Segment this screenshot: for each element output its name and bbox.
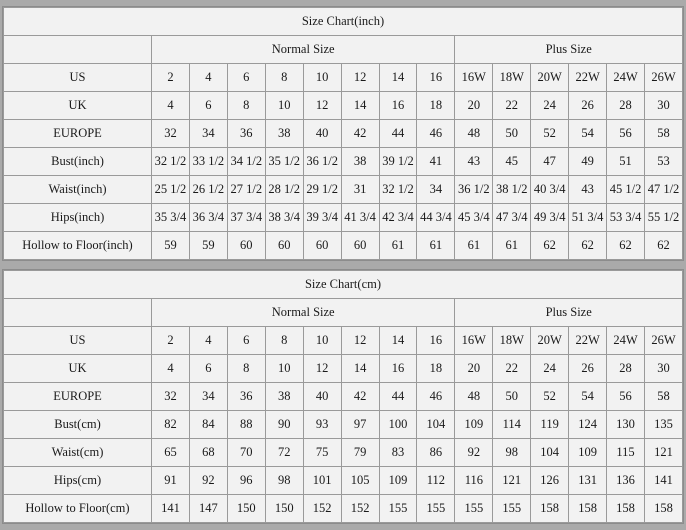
cell-value: 44 3/4	[417, 204, 455, 232]
cell-value: 39 3/4	[303, 204, 341, 232]
table-row	[4, 232, 683, 260]
cell-value: 46	[417, 383, 455, 411]
cell-value: 43	[569, 176, 607, 204]
cell-value: 36 1/2	[455, 176, 493, 204]
cell-value: 56	[607, 120, 645, 148]
cell-value: 6	[227, 327, 265, 355]
cell-value: 116	[455, 467, 493, 495]
table-row	[4, 327, 683, 355]
cell-value: 34	[189, 120, 227, 148]
cell-value: 38	[341, 148, 379, 176]
cell-value: 141	[644, 467, 682, 495]
cell-value: 59	[189, 232, 227, 260]
cell-value: 92	[189, 467, 227, 495]
group-header-blank	[4, 299, 152, 327]
cell-value: 158	[607, 495, 645, 523]
cell-value: 50	[493, 383, 531, 411]
cell-value: 114	[493, 411, 531, 439]
cell-value: 60	[341, 232, 379, 260]
cell-value: 115	[607, 439, 645, 467]
cell-value: 130	[607, 411, 645, 439]
cell-value: 126	[531, 467, 569, 495]
cell-value: 43	[455, 148, 493, 176]
group-header: Normal Size	[152, 299, 455, 327]
cell-value: 62	[569, 232, 607, 260]
row-label: Hips(inch)	[4, 204, 152, 232]
cell-value: 82	[152, 411, 190, 439]
cell-value: 27 1/2	[227, 176, 265, 204]
chart-title-row	[4, 8, 683, 36]
cell-value: 47	[531, 148, 569, 176]
cell-value: 28 1/2	[265, 176, 303, 204]
row-label: US	[4, 64, 152, 92]
cell-value: 56	[607, 383, 645, 411]
cell-value: 109	[379, 467, 417, 495]
cell-value: 150	[227, 495, 265, 523]
size-chart-inch-table	[3, 7, 683, 260]
cell-value: 2	[152, 327, 190, 355]
cell-value: 109	[569, 439, 607, 467]
cell-value: 55 1/2	[644, 204, 682, 232]
cell-value: 45 1/2	[607, 176, 645, 204]
row-label: Waist(inch)	[4, 176, 152, 204]
cell-value: 49 3/4	[531, 204, 569, 232]
cell-value: 152	[341, 495, 379, 523]
cell-value: 83	[379, 439, 417, 467]
group-header: Normal Size	[152, 36, 455, 64]
cell-value: 135	[644, 411, 682, 439]
table-row	[4, 383, 683, 411]
chart-title-row	[4, 271, 683, 299]
cell-value: 158	[531, 495, 569, 523]
cell-value: 32	[152, 383, 190, 411]
cell-value: 41	[417, 148, 455, 176]
cell-value: 26	[569, 355, 607, 383]
cell-value: 14	[379, 64, 417, 92]
cell-value: 75	[303, 439, 341, 467]
table-row	[4, 148, 683, 176]
cell-value: 8	[265, 64, 303, 92]
cell-value: 10	[303, 64, 341, 92]
cell-value: 22W	[569, 64, 607, 92]
cell-value: 50	[493, 120, 531, 148]
cell-value: 10	[265, 92, 303, 120]
cell-value: 20W	[531, 64, 569, 92]
cell-value: 98	[265, 467, 303, 495]
cell-value: 49	[569, 148, 607, 176]
cell-value: 48	[455, 120, 493, 148]
table-row	[4, 176, 683, 204]
cell-value: 155	[455, 495, 493, 523]
cell-value: 14	[341, 92, 379, 120]
cell-value: 35 3/4	[152, 204, 190, 232]
cell-value: 121	[644, 439, 682, 467]
cell-value: 4	[152, 92, 190, 120]
cell-value: 104	[531, 439, 569, 467]
cell-value: 24W	[607, 327, 645, 355]
table-row	[4, 495, 683, 523]
cell-value: 97	[341, 411, 379, 439]
cell-value: 46	[417, 120, 455, 148]
cell-value: 12	[303, 92, 341, 120]
cell-value: 36 1/2	[303, 148, 341, 176]
cell-value: 2	[152, 64, 190, 92]
cell-value: 4	[189, 64, 227, 92]
cell-value: 61	[379, 232, 417, 260]
cell-value: 26	[569, 92, 607, 120]
cell-value: 25 1/2	[152, 176, 190, 204]
cell-value: 14	[341, 355, 379, 383]
cell-value: 79	[341, 439, 379, 467]
cell-value: 18W	[493, 64, 531, 92]
cell-value: 14	[379, 327, 417, 355]
cell-value: 58	[644, 120, 682, 148]
cell-value: 22	[493, 92, 531, 120]
cell-value: 26W	[644, 64, 682, 92]
cell-value: 92	[455, 439, 493, 467]
cell-value: 61	[493, 232, 531, 260]
cell-value: 20W	[531, 327, 569, 355]
cell-value: 93	[303, 411, 341, 439]
cell-value: 24	[531, 355, 569, 383]
cell-value: 53	[644, 148, 682, 176]
group-header-blank	[4, 36, 152, 64]
cell-value: 155	[417, 495, 455, 523]
cell-value: 26 1/2	[189, 176, 227, 204]
size-chart-inch	[2, 6, 684, 261]
cell-value: 58	[644, 383, 682, 411]
cell-value: 68	[189, 439, 227, 467]
row-label: EUROPE	[4, 383, 152, 411]
cell-value: 42 3/4	[379, 204, 417, 232]
cell-value: 52	[531, 120, 569, 148]
cell-value: 47 1/2	[644, 176, 682, 204]
row-label: UK	[4, 92, 152, 120]
cell-value: 16	[379, 92, 417, 120]
cell-value: 32 1/2	[152, 148, 190, 176]
row-label: Hips(cm)	[4, 467, 152, 495]
cell-value: 38	[265, 120, 303, 148]
cell-value: 124	[569, 411, 607, 439]
cell-value: 26W	[644, 327, 682, 355]
size-chart-cm-body	[4, 271, 683, 523]
table-row	[4, 204, 683, 232]
cell-value: 91	[152, 467, 190, 495]
cell-value: 48	[455, 383, 493, 411]
cell-value: 16W	[455, 64, 493, 92]
cell-value: 104	[417, 411, 455, 439]
row-label: Hollow to Floor(inch)	[4, 232, 152, 260]
cell-value: 86	[417, 439, 455, 467]
cell-value: 33 1/2	[189, 148, 227, 176]
cell-value: 42	[341, 383, 379, 411]
cell-value: 88	[227, 411, 265, 439]
cell-value: 32	[152, 120, 190, 148]
cell-value: 24	[531, 92, 569, 120]
group-header: Plus Size	[455, 36, 683, 64]
table-row	[4, 64, 683, 92]
cell-value: 38 1/2	[493, 176, 531, 204]
cell-value: 141	[152, 495, 190, 523]
cell-value: 96	[227, 467, 265, 495]
cell-value: 155	[493, 495, 531, 523]
cell-value: 36	[227, 383, 265, 411]
cell-value: 62	[607, 232, 645, 260]
row-label: Hollow to Floor(cm)	[4, 495, 152, 523]
cell-value: 22W	[569, 327, 607, 355]
cell-value: 16	[417, 64, 455, 92]
cell-value: 70	[227, 439, 265, 467]
cell-value: 54	[569, 120, 607, 148]
cell-value: 109	[455, 411, 493, 439]
cell-value: 44	[379, 120, 417, 148]
chart-title: Size Chart(cm)	[4, 271, 683, 299]
cell-value: 42	[341, 120, 379, 148]
chart-group-row	[4, 299, 683, 327]
cell-value: 31	[341, 176, 379, 204]
cell-value: 101	[303, 467, 341, 495]
row-label: Bust(cm)	[4, 411, 152, 439]
table-row	[4, 120, 683, 148]
cell-value: 6	[189, 92, 227, 120]
cell-value: 35 1/2	[265, 148, 303, 176]
cell-value: 98	[493, 439, 531, 467]
cell-value: 59	[152, 232, 190, 260]
cell-value: 10	[265, 355, 303, 383]
cell-value: 6	[227, 64, 265, 92]
cell-value: 47 3/4	[493, 204, 531, 232]
cell-value: 100	[379, 411, 417, 439]
cell-value: 28	[607, 92, 645, 120]
size-chart-inch-body	[4, 8, 683, 260]
chart-title: Size Chart(inch)	[4, 8, 683, 36]
cell-value: 29 1/2	[303, 176, 341, 204]
group-header: Plus Size	[455, 299, 683, 327]
cell-value: 36	[227, 120, 265, 148]
cell-value: 44	[379, 383, 417, 411]
cell-value: 150	[265, 495, 303, 523]
cell-value: 16	[417, 327, 455, 355]
cell-value: 53 3/4	[607, 204, 645, 232]
cell-value: 38 3/4	[265, 204, 303, 232]
cell-value: 51 3/4	[569, 204, 607, 232]
size-chart-cm	[2, 269, 684, 524]
cell-value: 34	[417, 176, 455, 204]
cell-value: 45 3/4	[455, 204, 493, 232]
cell-value: 20	[455, 92, 493, 120]
cell-value: 4	[189, 327, 227, 355]
table-row	[4, 355, 683, 383]
cell-value: 90	[265, 411, 303, 439]
cell-value: 147	[189, 495, 227, 523]
cell-value: 34	[189, 383, 227, 411]
row-label: US	[4, 327, 152, 355]
cell-value: 36 3/4	[189, 204, 227, 232]
cell-value: 12	[303, 355, 341, 383]
cell-value: 8	[265, 327, 303, 355]
size-chart-cm-table	[3, 270, 683, 523]
cell-value: 37 3/4	[227, 204, 265, 232]
cell-value: 131	[569, 467, 607, 495]
cell-value: 16	[379, 355, 417, 383]
cell-value: 45	[493, 148, 531, 176]
cell-value: 65	[152, 439, 190, 467]
cell-value: 34 1/2	[227, 148, 265, 176]
cell-value: 41 3/4	[341, 204, 379, 232]
row-label: UK	[4, 355, 152, 383]
cell-value: 18W	[493, 327, 531, 355]
cell-value: 84	[189, 411, 227, 439]
cell-value: 119	[531, 411, 569, 439]
cell-value: 158	[644, 495, 682, 523]
cell-value: 60	[303, 232, 341, 260]
cell-value: 38	[265, 383, 303, 411]
cell-value: 60	[227, 232, 265, 260]
cell-value: 152	[303, 495, 341, 523]
cell-value: 8	[227, 355, 265, 383]
cell-value: 12	[341, 64, 379, 92]
cell-value: 30	[644, 92, 682, 120]
cell-value: 40	[303, 120, 341, 148]
cell-value: 8	[227, 92, 265, 120]
cell-value: 105	[341, 467, 379, 495]
cell-value: 32 1/2	[379, 176, 417, 204]
cell-value: 20	[455, 355, 493, 383]
cell-value: 52	[531, 383, 569, 411]
table-row	[4, 467, 683, 495]
cell-value: 22	[493, 355, 531, 383]
cell-value: 16W	[455, 327, 493, 355]
cell-value: 62	[531, 232, 569, 260]
cell-value: 158	[569, 495, 607, 523]
row-label: EUROPE	[4, 120, 152, 148]
cell-value: 51	[607, 148, 645, 176]
cell-value: 62	[644, 232, 682, 260]
cell-value: 28	[607, 355, 645, 383]
cell-value: 18	[417, 355, 455, 383]
cell-value: 18	[417, 92, 455, 120]
cell-value: 4	[152, 355, 190, 383]
cell-value: 30	[644, 355, 682, 383]
cell-value: 121	[493, 467, 531, 495]
cell-value: 40	[303, 383, 341, 411]
cell-value: 155	[379, 495, 417, 523]
cell-value: 39 1/2	[379, 148, 417, 176]
table-row	[4, 411, 683, 439]
chart-group-row	[4, 36, 683, 64]
table-row	[4, 92, 683, 120]
cell-value: 12	[341, 327, 379, 355]
table-row	[4, 439, 683, 467]
cell-value: 54	[569, 383, 607, 411]
cell-value: 136	[607, 467, 645, 495]
cell-value: 61	[417, 232, 455, 260]
row-label: Bust(inch)	[4, 148, 152, 176]
cell-value: 6	[189, 355, 227, 383]
cell-value: 40 3/4	[531, 176, 569, 204]
cell-value: 72	[265, 439, 303, 467]
row-label: Waist(cm)	[4, 439, 152, 467]
cell-value: 61	[455, 232, 493, 260]
cell-value: 112	[417, 467, 455, 495]
cell-value: 10	[303, 327, 341, 355]
cell-value: 24W	[607, 64, 645, 92]
cell-value: 60	[265, 232, 303, 260]
